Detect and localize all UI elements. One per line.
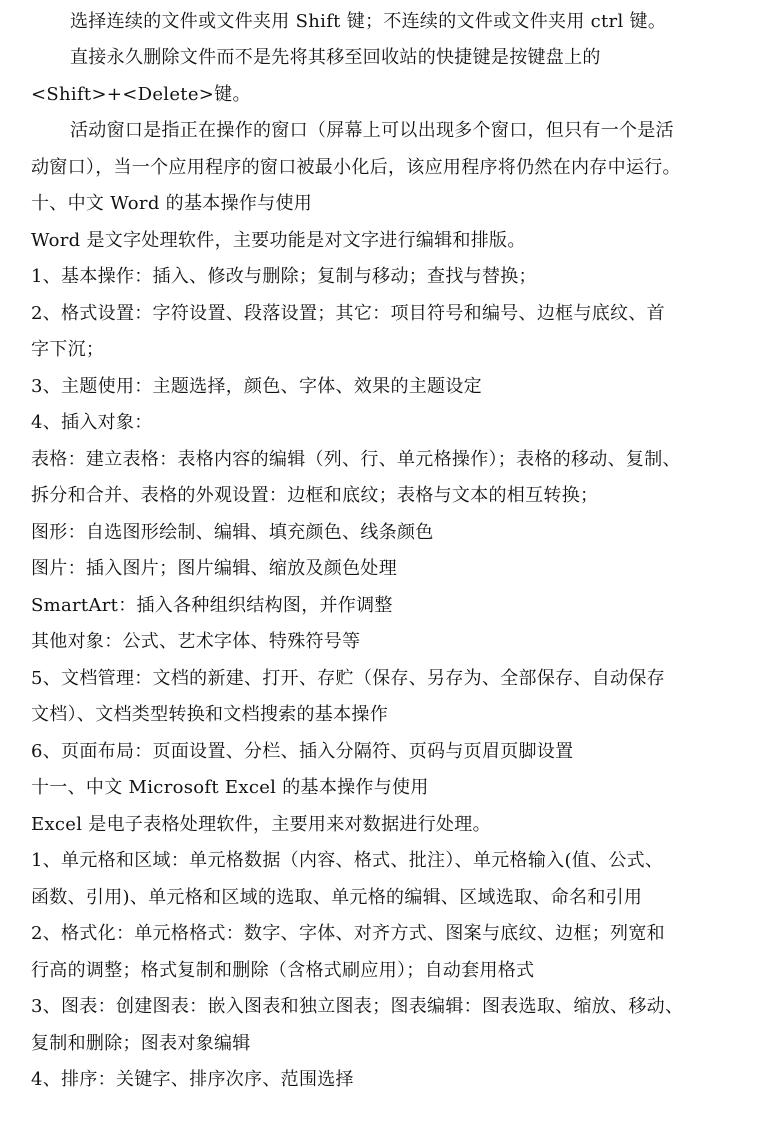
text-line: 直接永久删除文件而不是先将其移至回收站的快捷键是按键盘上的 xyxy=(70,47,601,68)
text-line: 4、排序：关键字、排序次序、范围选择 xyxy=(31,1069,354,1090)
text-line: Excel 是电子表格处理软件，主要用来对数据进行处理。 xyxy=(31,814,491,835)
text-line: 3、主题使用：主题选择，颜色、字体、效果的主题设定 xyxy=(31,376,482,397)
text-line: 3、图表：创建图表：嵌入图表和独立图表；图表编辑：图表选取、缩放、移动、 xyxy=(31,996,684,1017)
text-line: 5、文档管理：文档的新建、打开、存贮（保存、另存为、全部保存、自动保存 xyxy=(31,668,665,689)
text-line: 图形：自选图形绘制、编辑、填充颜色、线条颜色 xyxy=(31,522,434,543)
text-line: 行高的调整；格式复制和删除（含格式刷应用）；自动套用格式 xyxy=(31,960,535,981)
text-line: 选择连续的文件或文件夹用 Shift 键；不连续的文件或文件夹用 ctrl 键。 xyxy=(70,11,667,32)
text-line: 函数、引用)、单元格和区域的选取、单元格的编辑、区域选取、命名和引用 xyxy=(31,887,643,908)
text-line: 4、插入对象： xyxy=(31,412,153,433)
text-line: 1、基本操作：插入、修改与删除；复制与移动；查找与替换； xyxy=(31,266,537,287)
text-line: 字下沉； xyxy=(31,339,105,360)
text-line: 图片：插入图片；图片编辑、缩放及颜色处理 xyxy=(31,558,397,579)
text-line: 文档）、文档类型转换和文档搜索的基本操作 xyxy=(31,704,388,725)
text-line: 活动窗口是指正在操作的窗口（屏幕上可以出现多个窗口，但只有一个是活 xyxy=(70,120,674,141)
section-heading: 十一、中文 Microsoft Excel 的基本操作与使用 xyxy=(31,777,429,798)
text-line: SmartArt：插入各种组织结构图，并作调整 xyxy=(31,595,393,616)
text-line: 复制和删除；图表对象编辑 xyxy=(31,1033,251,1054)
text-line: 其他对象：公式、艺术字体、特殊符号等 xyxy=(31,631,361,652)
text-line: 动窗口），当一个应用程序的窗口被最小化后，该应用程序将仍然在内存中运行。 xyxy=(31,157,681,178)
text-line: 2、格式设置：字符设置、段落设置；其它：项目符号和编号、边框与底纹、首 xyxy=(31,303,665,324)
section-heading: 十、中文 Word 的基本操作与使用 xyxy=(31,193,313,214)
text-line: 表格：建立表格：表格内容的编辑（列、行、单元格操作）；表格的移动、复制、 xyxy=(31,449,681,470)
text-line: Word 是文字处理软件，主要功能是对文字进行编辑和排版。 xyxy=(31,230,526,251)
text-line: 拆分和合并、表格的外观设置：边框和底纹；表格与文本的相互转换； xyxy=(31,485,599,506)
text-line: 6、页面布局：页面设置、分栏、插入分隔符、页码与页眉页脚设置 xyxy=(31,741,574,762)
text-line: 2、格式化：单元格格式：数字、字体、对齐方式、图案与底纹、边框；列宽和 xyxy=(31,923,665,944)
text-line: 1、单元格和区域：单元格数据（内容、格式、批注）、单元格输入(值、公式、 xyxy=(31,850,664,871)
text-line: <Shift>+<Delete>键。 xyxy=(31,84,251,105)
